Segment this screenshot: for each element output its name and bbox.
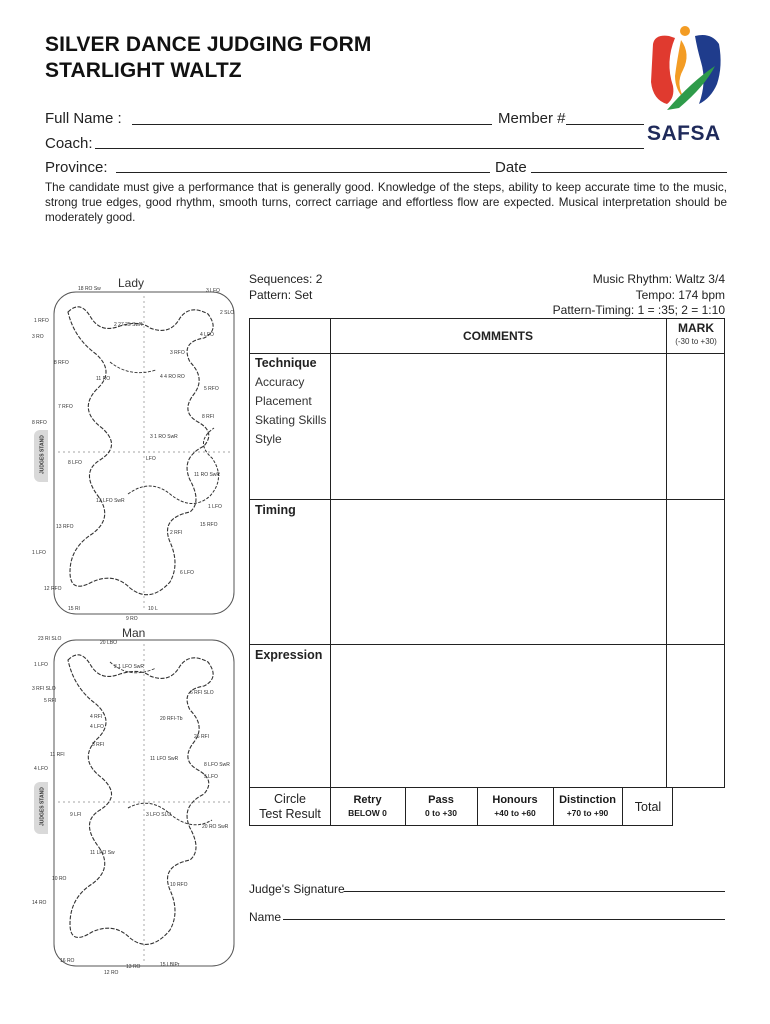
lady-label: Lady bbox=[118, 276, 145, 290]
svg-text:20 RO SwR: 20 RO SwR bbox=[202, 824, 229, 830]
honours-range: +40 to +60 bbox=[494, 808, 536, 818]
form-title-line1: SILVER DANCE JUDGING FORM bbox=[45, 33, 372, 56]
svg-text:13 RO: 13 RO bbox=[126, 964, 141, 970]
svg-text:8 RFI: 8 RFI bbox=[202, 414, 215, 420]
rhythm-text: Music Rhythm: Waltz 3/4 bbox=[592, 272, 725, 286]
technique-item-skating-skills: Skating Skills bbox=[255, 413, 327, 427]
safsa-logo-icon bbox=[645, 22, 727, 122]
svg-text:2 RFI: 2 RFI bbox=[170, 530, 183, 536]
svg-text:11 RO SwR: 11 RO SwR bbox=[194, 472, 221, 478]
timing-comments[interactable] bbox=[332, 501, 664, 642]
svg-text:8 RFO: 8 RFO bbox=[32, 420, 47, 426]
svg-text:6 LFO: 6 LFO bbox=[180, 570, 194, 576]
svg-text:JUDGES STAND: JUDGES STAND bbox=[39, 435, 46, 474]
expression-mark[interactable] bbox=[668, 646, 724, 787]
sequences-text: Sequences: 2 bbox=[249, 272, 323, 286]
timing-text: Pattern-Timing: 1 = :35; 2 = 1:10 bbox=[552, 303, 725, 317]
svg-text:3 RFO: 3 RFO bbox=[170, 350, 185, 356]
test-result-line1: Circle bbox=[274, 792, 306, 806]
result-table bbox=[249, 788, 673, 826]
result-retry[interactable] bbox=[330, 788, 405, 826]
logo-text: SAFSA bbox=[647, 122, 721, 145]
svg-text:20 LBO: 20 LBO bbox=[100, 640, 117, 646]
svg-text:10 RFO: 10 RFO bbox=[170, 882, 188, 888]
expression-comments[interactable] bbox=[332, 646, 664, 787]
province-field[interactable] bbox=[116, 172, 490, 173]
svg-text:4 4 RO RO: 4 4 RO RO bbox=[160, 374, 185, 380]
full-name-field[interactable] bbox=[132, 124, 492, 125]
judge-signature-field[interactable] bbox=[344, 891, 725, 892]
svg-text:14 RO: 14 RO bbox=[32, 900, 47, 906]
judges-stand-man-text bbox=[34, 782, 48, 834]
result-honours[interactable] bbox=[477, 788, 553, 826]
svg-text:11 LFO SwR: 11 LFO SwR bbox=[150, 756, 179, 762]
svg-text:23 RI SLO: 23 RI SLO bbox=[38, 636, 62, 642]
svg-text:25 RFI: 25 RFI bbox=[194, 734, 210, 740]
svg-text:12 LFO SwR: 12 LFO SwR bbox=[96, 498, 125, 504]
distinction-name: Distinction bbox=[559, 794, 616, 806]
date-field[interactable] bbox=[531, 172, 727, 173]
judge-name-label: Name bbox=[249, 910, 282, 924]
svg-text:5 RFO: 5 RFO bbox=[204, 386, 219, 392]
judges-stand-man bbox=[34, 782, 48, 834]
svg-text:11 RFI: 11 RFI bbox=[50, 752, 65, 758]
timing-label: Timing bbox=[255, 503, 296, 517]
intro-text: The candidate must give a performance that is generally good. Knowledge of the steps, ability to keep accurate time to the music, strong true edges, good rhythm, smooth turns, correct carriage and effortless flow are expected. Musical interpretation should be moderately good. bbox=[45, 181, 727, 224]
svg-text:2 27 25 SwR: 2 27 25 SwR bbox=[114, 322, 143, 328]
svg-text:3 1 LFO SwR: 3 1 LFO SwR bbox=[114, 664, 145, 670]
retry-range: BELOW 0 bbox=[348, 808, 387, 818]
svg-text:3 RO: 3 RO bbox=[32, 334, 44, 340]
svg-text:11 RO: 11 RO bbox=[96, 376, 111, 382]
judge-name-field[interactable] bbox=[283, 919, 725, 920]
svg-text:20 RFI-Tb: 20 RFI-Tb bbox=[160, 716, 183, 722]
mark-header bbox=[666, 321, 726, 346]
technique-comments[interactable] bbox=[332, 355, 664, 497]
distinction-range: +70 to +90 bbox=[566, 808, 609, 818]
svg-text:16 RO: 16 RO bbox=[60, 958, 75, 964]
technique-label: Technique bbox=[255, 356, 317, 370]
svg-text:15 RFO: 15 RFO bbox=[200, 522, 218, 528]
svg-text:1 LFO: 1 LFO bbox=[34, 662, 48, 668]
judge-signature-label: Judge's Signature bbox=[249, 882, 345, 896]
svg-text:15 LBIPr: 15 LBIPr bbox=[160, 962, 180, 968]
test-result-label bbox=[250, 788, 330, 826]
svg-text:8 RFI: 8 RFI bbox=[92, 742, 105, 748]
coach-label: Coach: bbox=[45, 135, 93, 152]
svg-text:8 LFO: 8 LFO bbox=[68, 460, 82, 466]
coach-field[interactable] bbox=[95, 148, 644, 149]
tempo-text: Tempo: 174 bpm bbox=[635, 288, 725, 302]
svg-text:4 RFI: 4 RFI bbox=[90, 714, 103, 720]
technique-section bbox=[255, 356, 326, 446]
svg-text:12 RFO: 12 RFO bbox=[44, 586, 62, 592]
mark-range: (-30 to +30) bbox=[675, 337, 717, 346]
svg-text:3 RFI SLO: 3 RFI SLO bbox=[32, 686, 56, 692]
honours-name: Honours bbox=[492, 794, 538, 806]
svg-text:11 LFO Sw: 11 LFO Sw bbox=[90, 850, 115, 856]
full-name-label: Full Name : bbox=[45, 110, 122, 127]
svg-text:9 LFI: 9 LFI bbox=[70, 812, 82, 818]
svg-text:8 LFO SwR: 8 LFO SwR bbox=[204, 762, 230, 768]
lady-pattern-diagram bbox=[30, 282, 238, 622]
total-label: Total bbox=[634, 799, 662, 814]
technique-item-style: Style bbox=[255, 432, 282, 446]
form-title-line2: STARLIGHT WALTZ bbox=[45, 59, 242, 82]
member-field[interactable] bbox=[566, 124, 644, 125]
province-label: Province: bbox=[45, 159, 108, 176]
svg-text:2 SLO: 2 SLO bbox=[220, 310, 235, 316]
svg-text:1 LFO: 1 LFO bbox=[32, 550, 46, 556]
judges-stand-lady-text bbox=[34, 430, 48, 482]
svg-text:10 RO: 10 RO bbox=[52, 876, 67, 882]
svg-text:LFO: LFO bbox=[146, 456, 156, 462]
test-result-line2: Test Result bbox=[259, 807, 321, 821]
comments-header: COMMENTS bbox=[463, 329, 533, 343]
expression-label: Expression bbox=[255, 648, 323, 662]
svg-text:3 LFO SLO: 3 LFO SLO bbox=[146, 812, 172, 818]
result-distinction[interactable] bbox=[553, 788, 622, 826]
svg-text:13 RFO: 13 RFO bbox=[56, 524, 74, 530]
svg-text:1 LFO: 1 LFO bbox=[208, 504, 222, 510]
svg-text:15 RI: 15 RI bbox=[68, 606, 80, 612]
pattern-text: Pattern: Set bbox=[249, 288, 313, 302]
svg-text:7 RFO: 7 RFO bbox=[58, 404, 73, 410]
svg-text:4 LFO: 4 LFO bbox=[90, 724, 104, 730]
svg-text:4 LFO: 4 LFO bbox=[200, 332, 214, 338]
svg-text:6 RFI SLO: 6 RFI SLO bbox=[190, 690, 214, 696]
svg-text:12 RO: 12 RO bbox=[104, 970, 119, 976]
technique-item-accuracy: Accuracy bbox=[255, 375, 305, 389]
svg-text:4 LFO: 4 LFO bbox=[34, 766, 48, 772]
judges-stand-lady bbox=[34, 430, 48, 482]
technique-mark[interactable] bbox=[668, 355, 724, 497]
man-pattern-diagram bbox=[30, 632, 238, 977]
safsa-logo bbox=[645, 22, 727, 150]
svg-text:5 RFI: 5 RFI bbox=[44, 698, 57, 704]
pass-range: 0 to +30 bbox=[425, 808, 457, 818]
date-label: Date bbox=[495, 159, 527, 176]
svg-text:1 RFO: 1 RFO bbox=[34, 318, 49, 324]
result-pass[interactable] bbox=[405, 788, 477, 826]
timing-mark[interactable] bbox=[668, 501, 724, 642]
form-title bbox=[45, 32, 371, 84]
technique-item-placement: Placement bbox=[255, 394, 312, 408]
member-label: Member # bbox=[498, 110, 566, 127]
judging-table bbox=[249, 318, 725, 788]
svg-text:JUDGES STAND: JUDGES STAND bbox=[39, 787, 46, 826]
pass-name: Pass bbox=[428, 794, 454, 806]
svg-text:18 RO Sw: 18 RO Sw bbox=[78, 286, 101, 292]
svg-text:9 RO: 9 RO bbox=[126, 616, 138, 622]
mark-header-label: MARK bbox=[678, 321, 714, 335]
result-total[interactable] bbox=[622, 788, 674, 826]
svg-text:5 LFO: 5 LFO bbox=[204, 774, 218, 780]
svg-text:3 LFO: 3 LFO bbox=[206, 288, 220, 294]
svg-text:10 L: 10 L bbox=[148, 606, 158, 612]
svg-text:3 1 RO SwR: 3 1 RO SwR bbox=[150, 434, 178, 440]
man-label: Man bbox=[122, 626, 146, 640]
svg-text:8 RFO: 8 RFO bbox=[54, 360, 69, 366]
retry-name: Retry bbox=[353, 794, 382, 806]
